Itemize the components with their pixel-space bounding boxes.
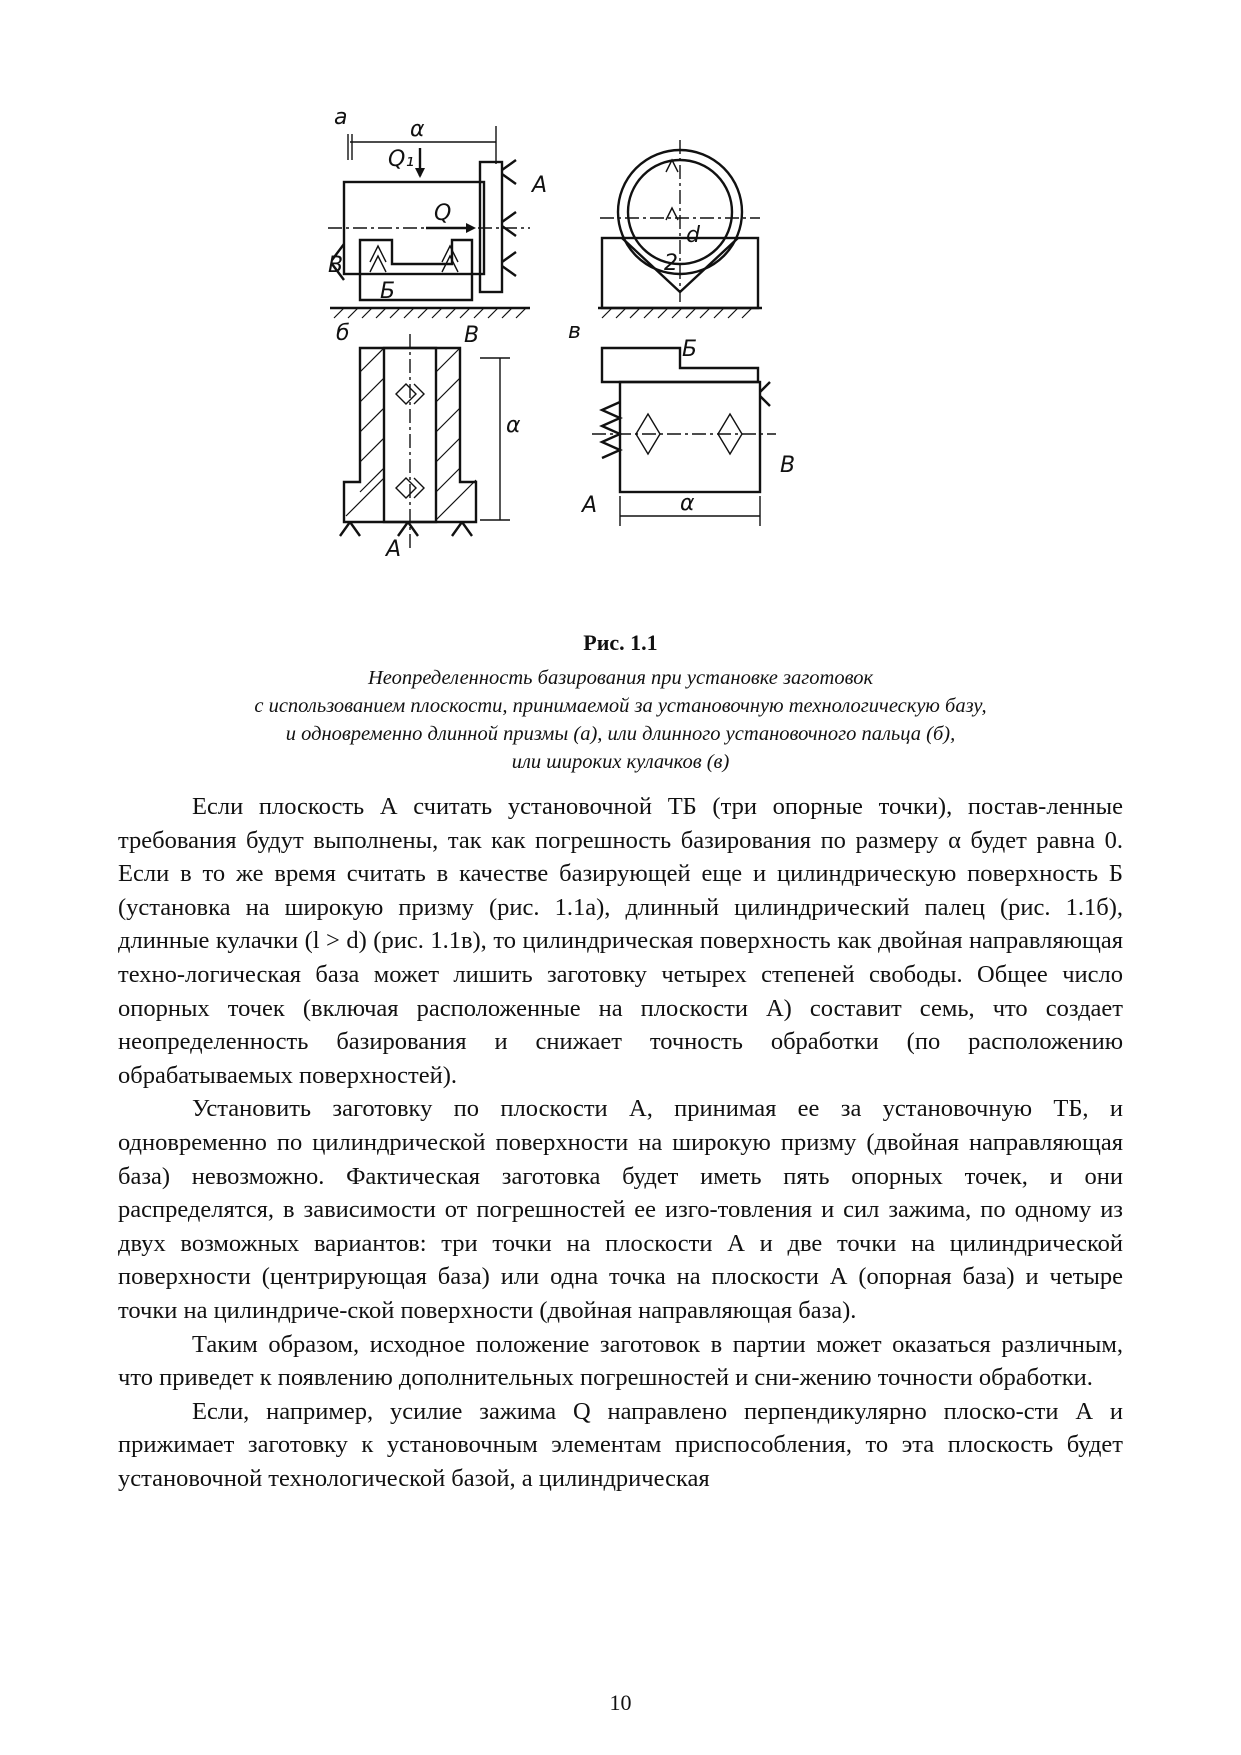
figure-1-1: [328, 105, 890, 632]
paragraph: Таким образом, исходное положение заготовок в партии может оказаться различным, что приведет к появлению дополнительных погрешностей и сни-жению точности обработки.: [118, 1330, 1123, 1392]
dim-d-label: d: [686, 223, 700, 248]
body-text: [118, 790, 1123, 1495]
surface-a-label-b: A: [386, 537, 402, 562]
surface-v-label-a: В: [328, 253, 344, 278]
panel-v: [568, 319, 795, 526]
figure-title: Рис. 1.1: [583, 630, 658, 655]
surface-v-label-b: В: [464, 323, 480, 348]
paragraph: Если плоскость А считать установочной ТБ (три опорные точки), постав-ленные требования будут выполнены, так как погрешность базирования по размеру α будет равна 0. Если в то же время считать в качестве базирующей еще и цилиндрическую поверхность Б (установка на широкую призму (рис. 1.1а), длинный цилиндрический палец (рис. 1.1б), длинные кулачки (l > d) (рис. 1.1в), то цилиндрическая поверхность как двойная направляющая техно-логическая база может лишить заготовку четырех степеней свободы. Общее число опорных точек (включая расположенные на плоскости А) составит семь, что создает неопределенность базирования и снижает точность обработки (по расположению обрабатываемых поверхностей).: [118, 793, 1123, 1089]
force-q1-label: Q₁: [388, 147, 415, 172]
point-2-label: 2: [664, 251, 678, 276]
panel-b: [336, 321, 521, 562]
paragraph: Установить заготовку по плоскости А, принимая ее за установочную ТБ, и одновременно по цилиндрической поверхности на широкую призму (двойная направляющая база) невозможно. Фактическая заготовка будет иметь пять опорных точек, и они распределятся, в зависимости от погрешностей ее изго-товления и сил зажима, по одному из двух возможных вариантов: три точки на плоскости А и две точки на цилиндрической поверхности (центрирующая база) или одна точка на плоскости А (опорная база) и четыре точки на цилиндриче-ской поверхности (двойная направляющая база).: [118, 1095, 1123, 1324]
panel-a-label: а: [334, 105, 348, 130]
paragraph: Если, например, усилие зажима Q направлено перпендикулярно плоско-сти А и прижимает заготовку к установочным элементам приспособления, то эта плоскость будет установочной технологической базой, а цилиндрическая: [118, 1397, 1123, 1492]
surface-a-label-v: A: [582, 493, 598, 518]
panel-a-end-view: [598, 140, 762, 318]
caption-line: или широких кулачков (в): [511, 751, 730, 773]
surface-b-label-v: Б: [682, 337, 698, 362]
figure-drawing: [328, 105, 890, 632]
panel-b-label: б: [336, 321, 350, 346]
dim-alpha-a: α: [410, 117, 425, 142]
dim-alpha-b: α: [506, 413, 521, 438]
dim-alpha-v: α: [680, 491, 695, 516]
page-number: 10: [609, 1690, 632, 1715]
surface-a-label-a: A: [532, 173, 548, 198]
figure-caption: [140, 664, 1101, 776]
surface-b-label-a: Б: [380, 279, 396, 304]
force-q-label: Q: [434, 201, 452, 226]
caption-line: и одновременно длинной призмы (а), или длинного установочного пальца (б),: [285, 723, 956, 745]
caption-line: Неопределенность базирования при установке заготовок: [367, 667, 874, 689]
panel-a-side-view: [328, 105, 547, 318]
surface-v-label-v: В: [780, 453, 796, 478]
caption-line: с использованием плоскости, принимаемой за установочную технологическую базу,: [254, 695, 987, 717]
panel-v-label: в: [568, 319, 581, 344]
